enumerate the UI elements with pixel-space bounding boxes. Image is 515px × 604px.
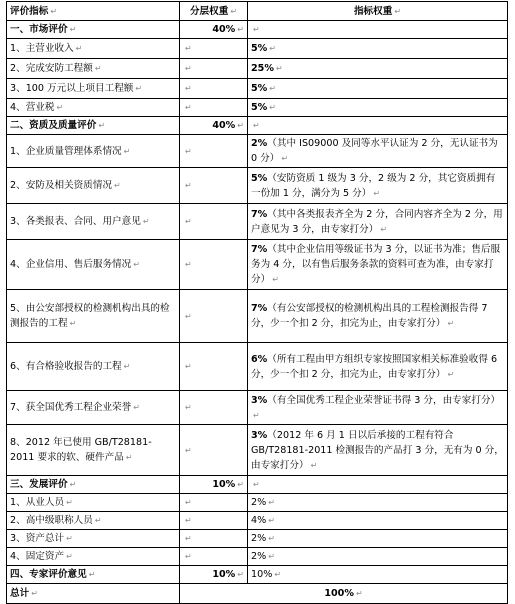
item-label: 3、资产总计 ↵ bbox=[7, 530, 180, 548]
table-row bbox=[7, 494, 508, 512]
item-weight: 7%（有公安部授权的检测机构出具的工程检测报告得 7 分，少一个扣 2 分，扣完为止，由专家打分） ↵ bbox=[248, 290, 508, 343]
item-layer-cell: ↵ bbox=[180, 494, 248, 512]
header-indicator: 评价指标 ↵ bbox=[7, 2, 180, 21]
table-row bbox=[7, 59, 508, 79]
item-weight: 5%（安防资质 1 级为 3 分，2 级为 2 分，其它资质拥有一份加 1 分，满分为 5 分） ↵ bbox=[248, 168, 508, 204]
item-label: 1、企业质量管理体系情况 ↵ bbox=[7, 135, 180, 168]
total-value: 100% ↵ bbox=[180, 584, 508, 604]
section-row bbox=[7, 117, 508, 135]
section-weight: 40% ↵ bbox=[180, 21, 248, 39]
item-layer-cell: ↵ bbox=[180, 548, 248, 566]
section-empty: ↵ bbox=[248, 21, 508, 39]
item-weight: 5% ↵ bbox=[248, 99, 508, 117]
item-label: 2、安防及相关资质情况 ↵ bbox=[7, 168, 180, 204]
item-label: 1、从业人员 ↵ bbox=[7, 494, 180, 512]
item-weight: 2% ↵ bbox=[248, 548, 508, 566]
item-layer-cell: ↵ bbox=[180, 391, 248, 425]
section-empty: ↵ bbox=[248, 117, 508, 135]
item-label: 8、2012 年已使用 GB/T28181-2011 要求的软、硬件产品 ↵ bbox=[7, 425, 180, 476]
section-title: 四、专家评价意见 ↵ bbox=[7, 566, 180, 584]
item-label: 1、主营业收入 ↵ bbox=[7, 39, 180, 59]
item-label: 3、各类报表、合同、用户意见 ↵ bbox=[7, 204, 180, 240]
item-layer-cell: ↵ bbox=[180, 99, 248, 117]
table-row bbox=[7, 512, 508, 530]
item-label: 6、有合格验收报告的工程 ↵ bbox=[7, 343, 180, 391]
item-layer-cell: ↵ bbox=[180, 59, 248, 79]
header-indicator-weight: 指标权重 ↵ bbox=[248, 2, 508, 21]
item-label: 4、企业信用、售后服务情况 ↵ bbox=[7, 240, 180, 290]
item-weight: 2% ↵ bbox=[248, 530, 508, 548]
item-weight: 5% ↵ bbox=[248, 39, 508, 59]
item-layer-cell: ↵ bbox=[180, 290, 248, 343]
item-weight: 3%（2012 年 6 月 1 日以后承接的工程有符合 GB/T28181-2011 检测报告的产品打 3 分，无有为 0 分，由专家打分） ↵ bbox=[248, 425, 508, 476]
item-weight: 25% ↵ bbox=[248, 59, 508, 79]
item-weight: 3%（有全国优秀工程企业荣誉证书得 3 分，由专家打分）↵ bbox=[248, 391, 508, 425]
item-label: 4、营业税 ↵ bbox=[7, 99, 180, 117]
table-row bbox=[7, 425, 508, 476]
item-label: 3、100 万元以上项目工程额 ↵ bbox=[7, 79, 180, 99]
table-row bbox=[7, 39, 508, 59]
table-row bbox=[7, 135, 508, 168]
section-weight: 10% ↵ bbox=[180, 476, 248, 494]
total-label: 总计 ↵ bbox=[7, 584, 180, 604]
item-layer-cell: ↵ bbox=[180, 204, 248, 240]
item-weight: 2%（其中 IS09000 及同等水平认证为 2 分，无认证书为 0 分） ↵ bbox=[248, 135, 508, 168]
item-label: 2、高中级职称人员 ↵ bbox=[7, 512, 180, 530]
section-row bbox=[7, 566, 508, 584]
item-layer-cell: ↵ bbox=[180, 135, 248, 168]
section-row bbox=[7, 476, 508, 494]
item-layer-cell: ↵ bbox=[180, 168, 248, 204]
section-empty: ↵ bbox=[248, 476, 508, 494]
item-label: 5、由公安部授权的检测机构出具的检测报告的工程 ↵ bbox=[7, 290, 180, 343]
item-layer-cell: ↵ bbox=[180, 530, 248, 548]
item-label: 7、获全国优秀工程企业荣誉 ↵ bbox=[7, 391, 180, 425]
section-weight: 40% ↵ bbox=[180, 117, 248, 135]
item-layer-cell: ↵ bbox=[180, 79, 248, 99]
table-row bbox=[7, 391, 508, 425]
section-title: 三、发展评价 ↵ bbox=[7, 476, 180, 494]
evaluation-table bbox=[6, 1, 508, 604]
table-row bbox=[7, 168, 508, 204]
table-row bbox=[7, 530, 508, 548]
item-weight: 7%（其中各类报表齐全为 2 分，合同内容齐全为 2 分，用户意见为 3 分，由专家打分） ↵ bbox=[248, 204, 508, 240]
item-layer-cell: ↵ bbox=[180, 343, 248, 391]
item-layer-cell: ↵ bbox=[180, 39, 248, 59]
item-label: 2、完成安防工程额 ↵ bbox=[7, 59, 180, 79]
header-row bbox=[7, 2, 508, 21]
item-label: 4、固定资产 ↵ bbox=[7, 548, 180, 566]
table-row bbox=[7, 343, 508, 391]
table-row bbox=[7, 79, 508, 99]
item-weight: 2% ↵ bbox=[248, 494, 508, 512]
section-row bbox=[7, 21, 508, 39]
item-layer-cell: ↵ bbox=[180, 240, 248, 290]
section-title: 二、资质及质量评价 ↵ bbox=[7, 117, 180, 135]
expert-value: 10% ↵ bbox=[248, 566, 508, 584]
item-weight: 7%（其中企业信用等级证书为 3 分，以证书为准；售后服务为 4 分，以有售后服务条款的资料可查为准，由专家打分） ↵ bbox=[248, 240, 508, 290]
item-weight: 5% ↵ bbox=[248, 79, 508, 99]
section-title: 一、市场评价 ↵ bbox=[7, 21, 180, 39]
item-weight: 6%（所有工程由甲方组织专家按照国家相关标准验收得 6 分，少一个扣 2 分，扣完为止，由专家打分） ↵ bbox=[248, 343, 508, 391]
item-layer-cell: ↵ bbox=[180, 512, 248, 530]
table-row bbox=[7, 204, 508, 240]
section-weight: 10% ↵ bbox=[180, 566, 248, 584]
header-layer-weight: 分层权重 ↵ bbox=[180, 2, 248, 21]
item-weight: 4% ↵ bbox=[248, 512, 508, 530]
table-row bbox=[7, 290, 508, 343]
table-row bbox=[7, 548, 508, 566]
table-row bbox=[7, 240, 508, 290]
total-row bbox=[7, 584, 508, 604]
item-layer-cell: ↵ bbox=[180, 425, 248, 476]
table-row bbox=[7, 99, 508, 117]
